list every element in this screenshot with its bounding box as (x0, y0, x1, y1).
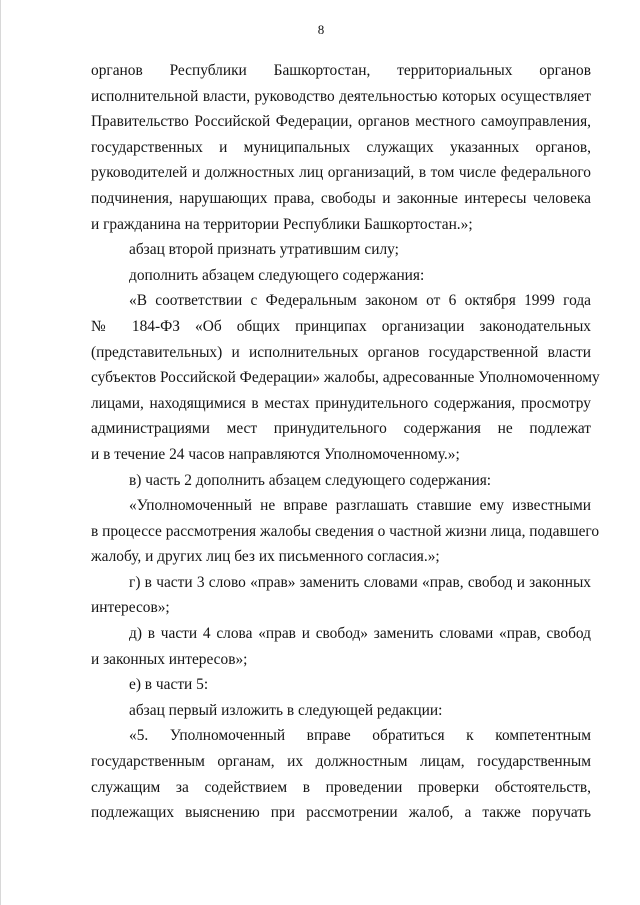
text-line: абзац второй признать утратившим силу; (129, 241, 399, 259)
text-line: лицами, находящимися в местах принудительного содержания, просмотру (91, 394, 591, 412)
text-line: в процессе рассмотрения жалобы сведения о частной жизни лица, подавшего (91, 522, 600, 540)
text-line: г) в части 3 слово «прав» заменить словами «прав, свобод и законных (129, 573, 591, 591)
text-line: дополнить абзацем следующего содержания: (129, 266, 425, 284)
text-line: подчинения, нарушающих права, свободы и законные интересы человека (91, 189, 591, 207)
text-line: е) в части 5: (129, 676, 209, 694)
text-line: органов Республики Башкортостан, территориальных органов (91, 62, 591, 79)
document-body (91, 58, 600, 826)
text-line: «5. Уполномоченный вправе обратиться к компетентным (129, 727, 591, 745)
text-line: и в течение 24 часов направляются Уполномоченному.»; (91, 445, 460, 463)
text-line: Правительство Российской Федерации, органов местного самоуправления, (91, 113, 591, 131)
text-line: и гражданина на территории Республики Башкортостан.»; (91, 215, 473, 233)
text-line: государственным органам, их должностным лицам, государственным (91, 753, 591, 771)
text-line: руководителей и должностных лиц организаций, в том числе федерального (91, 164, 591, 182)
text-line: д) в части 4 слова «прав и свобод» заменить словами «прав, свобод (129, 625, 591, 643)
text-line: администрациями мест принудительного содержания не подлежат (91, 420, 591, 438)
text-line: абзац первый изложить в следующей редакции: (129, 701, 443, 719)
text-line: и законных интересов»; (91, 650, 248, 668)
text-line: «В соответствии с Федеральным законом от 6 октября 1999 года (129, 292, 591, 310)
text-line: исполнительной власти, руководство деятельностью которых осуществляет (91, 87, 591, 105)
text-line: интересов»; (91, 599, 170, 617)
page-number: 8 (317, 22, 325, 37)
text-line: № 184-ФЗ «Об общих принципах организации законодательных (91, 317, 591, 335)
text-line: (представительных) и исполнительных органов государственной власти (91, 343, 591, 361)
text-line: субъектов Российской Федерации» жалобы, адресованные Уполномоченному (91, 369, 600, 387)
text-line: «Уполномоченный не вправе разглашать ставшие ему известными (129, 497, 591, 515)
text-line: подлежащих выяснению при рассмотрении жалоб, а также поручать (91, 804, 591, 822)
text-line: в) часть 2 дополнить абзацем следующего содержания: (129, 471, 492, 489)
text-line: государственных и муниципальных служащих указанных органов, (91, 138, 591, 156)
text-line: служащим за содействием в проведении проверки обстоятельств, (91, 778, 591, 796)
text-line: жалобу, и других лиц без их письменного согласия.»; (91, 548, 440, 566)
